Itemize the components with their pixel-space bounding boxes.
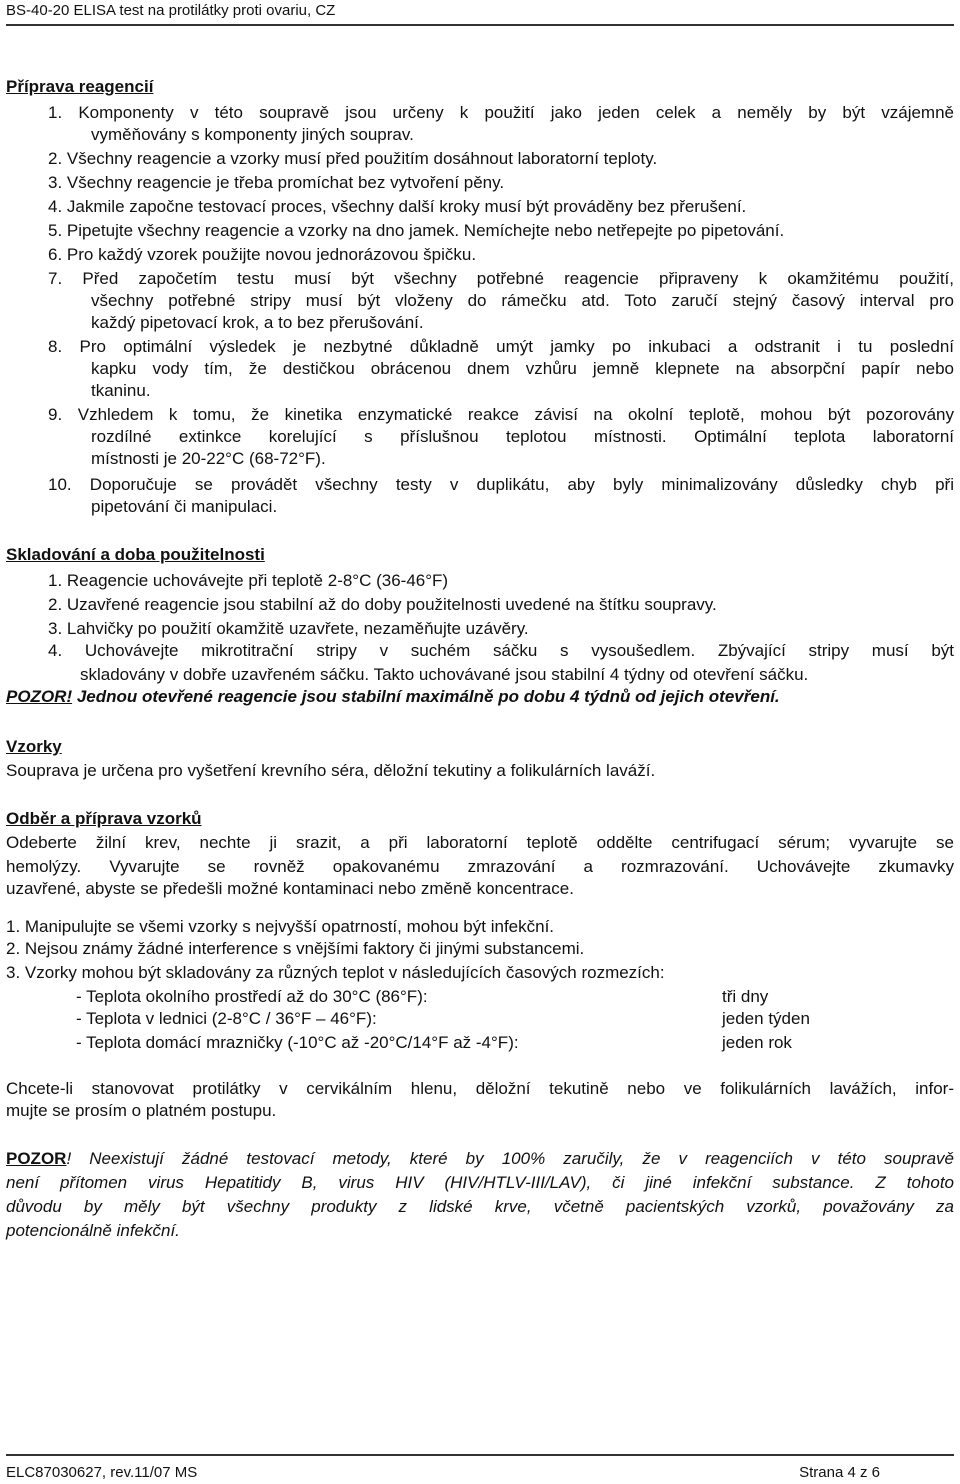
list-item-continuation: pipetování či manipulaci.: [91, 497, 278, 516]
table-cell-condition: - Teplota domácí mrazničky (-10°C až -20°C/14°F až -4°F):: [76, 1033, 519, 1052]
list-item-continuation: vyměňovány s komponenty jiných souprav.: [91, 125, 414, 144]
warning-text: Jednou otevřené reagencie jsou stabilní maximálně po dobu 4 týdnů od jejich otevření.: [72, 687, 780, 706]
list-item-continuation: [91, 358, 954, 380]
list-item-continuation: každý pipetovací krok, a to bez přerušování.: [91, 313, 424, 332]
list-item: [48, 102, 954, 124]
footer-doc-id: ELC87030627, rev.11/07 MS: [6, 1464, 198, 1481]
paragraph-line: uzavřené, abyste se předešli možné kontaminaci nebo změně koncentrace.: [6, 879, 574, 898]
warning-line: [6, 1172, 954, 1194]
samples-text: Souprava je určena pro vyšetření krevního séra, děložní tekutiny a folikulárních laváží.: [6, 761, 656, 780]
warning-line: [6, 1148, 954, 1170]
table-cell-duration: tři dny: [722, 987, 769, 1006]
paragraph-text: Odeberte žilní krev, nechte ji srazit, a při laboratorní teplotě oddělte centrifugací sérum; vyvarujte se: [6, 833, 954, 852]
table-cell-condition: - Teplota v lednici (2-8°C / 36°F – 46°F):: [76, 1009, 377, 1028]
heading-storage: Skladování a doba použitelnosti: [6, 545, 265, 564]
list-item: 2. Všechny reagencie a vzorky musí před použitím dosáhnout laboratorní teploty.: [48, 149, 658, 168]
list-item-text: rozdílné extinkce korelující s příslušnou teplotou místnosti. Optimální teplota laboratorní: [91, 427, 954, 446]
heading-sample-collection: Odběr a příprava vzorků: [6, 809, 202, 828]
paragraph-text: hemolýzy. Vyvarujte se rovněž opakovanému zmrazování a rozmrazování. Uchovávejte zkumavky: [6, 857, 954, 876]
list-item: 3. Všechny reagencie je třeba promíchat bez vytvoření pěny.: [48, 173, 505, 192]
list-item: 3. Vzorky mohou být skladovány za různých teplot v následujících časových rozmezích:: [6, 963, 665, 982]
list-item-text: 7. Před započetím testu musí být všechny potřebné reagencie připraveny k okamžitému použití,: [48, 269, 954, 288]
list-item: [48, 640, 954, 662]
warning-line: [6, 1196, 954, 1218]
list-item-continuation: skladovány v dobře uzavřeném sáčku. Takto uchovávané jsou stabilní 4 týdny od otevření sáčku.: [80, 665, 809, 684]
footer-page-number: Strana 4 z 6: [799, 1464, 880, 1481]
warning-label: POZOR: [6, 1149, 67, 1168]
list-item-continuation: [91, 426, 954, 448]
table-cell-condition: - Teplota okolního prostředí až do 30°C (86°F):: [76, 987, 428, 1006]
list-item: 3. Lahvičky po použití okamžitě uzavřete, nezaměňujte uzávěry.: [48, 619, 529, 638]
header-title: BS-40-20 ELISA test na protilátky proti ovariu, CZ: [6, 2, 336, 19]
list-item: 2. Uzavřené reagencie jsou stabilní až do doby použitelnosti uvedené na štítku soupravy.: [48, 595, 717, 614]
list-item: 1. Reagencie uchovávejte při teplotě 2-8°C (36-46°F): [48, 571, 449, 590]
list-item-continuation: [91, 290, 954, 312]
list-item-text: 1. Komponenty v této soupravě jsou určeny k použití jako jeden celek a neměly by být vzájemně: [48, 103, 954, 122]
list-item: 2. Nejsou známy žádné interference s vnějšími faktory či jinými substancemi.: [6, 939, 585, 958]
footer-divider: [6, 1454, 954, 1456]
list-item: 5. Pipetujte všechny reagencie a vzorky na dno jamek. Nemíchejte nebo netřepejte po pipetování.: [48, 221, 785, 240]
list-item: [48, 268, 954, 290]
table-cell-duration: jeden rok: [722, 1033, 792, 1052]
list-item: [48, 404, 954, 426]
warning-line: potencionálně infekční.: [6, 1221, 180, 1240]
heading-samples: Vzorky: [6, 737, 62, 756]
list-item-text: kapku vody tím, že destičkou obrácenou dnem vzhůru jemně klepnete na absorpční papír nebo: [91, 359, 954, 378]
list-item-text: 4. Uchovávejte mikrotitrační stripy v suchém sáčku s vysoušedlem. Zbývající stripy musí být: [48, 641, 954, 660]
paragraph-line: [6, 1078, 954, 1100]
paragraph-text: Chcete-li stanovovat protilátky v cervikálním hlenu, děložní tekutině nebo ve folikulárních lavážích, infor-: [6, 1079, 954, 1098]
warning-text: důvodu by měly být všechny produkty z lidské krve, včetně pacientských vzorků, považovány za: [6, 1197, 954, 1216]
list-item-continuation: tkaninu.: [91, 381, 151, 400]
paragraph-line: [6, 832, 954, 854]
list-item-text: všechny potřebné stripy musí být vloženy do rámečku atd. Toto zaručí stejný časový interval pro: [91, 291, 954, 310]
heading-reagent-preparation: Příprava reagencií: [6, 77, 154, 96]
list-item: 4. Jakmile započne testovací proces, všechny další kroky musí být prováděny bez přerušení.: [48, 197, 747, 216]
list-item-continuation: místnosti je 20-22°C (68-72°F).: [91, 449, 326, 468]
warning-label: POZOR!: [6, 687, 73, 706]
list-item-text: 10. Doporučuje se provádět všechny testy v duplikátu, aby byly minimalizovány důsledky chyb při: [48, 475, 954, 494]
header-divider: [6, 24, 954, 26]
paragraph-line: [6, 856, 954, 878]
warning-text: není přítomen virus Hepatitidy B, virus HIV (HIV/HTLV-III/LAV), či jiné infekční substance. Z tohoto: [6, 1173, 954, 1192]
list-item: [48, 474, 954, 496]
paragraph-line: mujte se prosím o platném postupu.: [6, 1101, 277, 1120]
list-item: 1. Manipulujte se všemi vzorky s nejvyšší opatrností, mohou být infekční.: [6, 917, 555, 936]
list-item: [48, 336, 954, 358]
list-item-text: 8. Pro optimální výsledek je nezbytné důkladně umýt jamky po inkubaci a odstranit i tu poslední: [48, 337, 954, 356]
table-cell-duration: jeden týden: [722, 1009, 810, 1028]
list-item-text: 9. Vzhledem k tomu, že kinetika enzymatické reakce závisí na okolní teplotě, mohou být pozorovány: [48, 405, 954, 424]
storage-warning: [6, 686, 780, 708]
warning-text: ! Neexistují žádné testovací metody, které by 100% zaručily, že v reagenciích v této soupravě: [66, 1149, 954, 1168]
list-item: 6. Pro každý vzorek použijte novou jednorázovou špičku.: [48, 245, 477, 264]
